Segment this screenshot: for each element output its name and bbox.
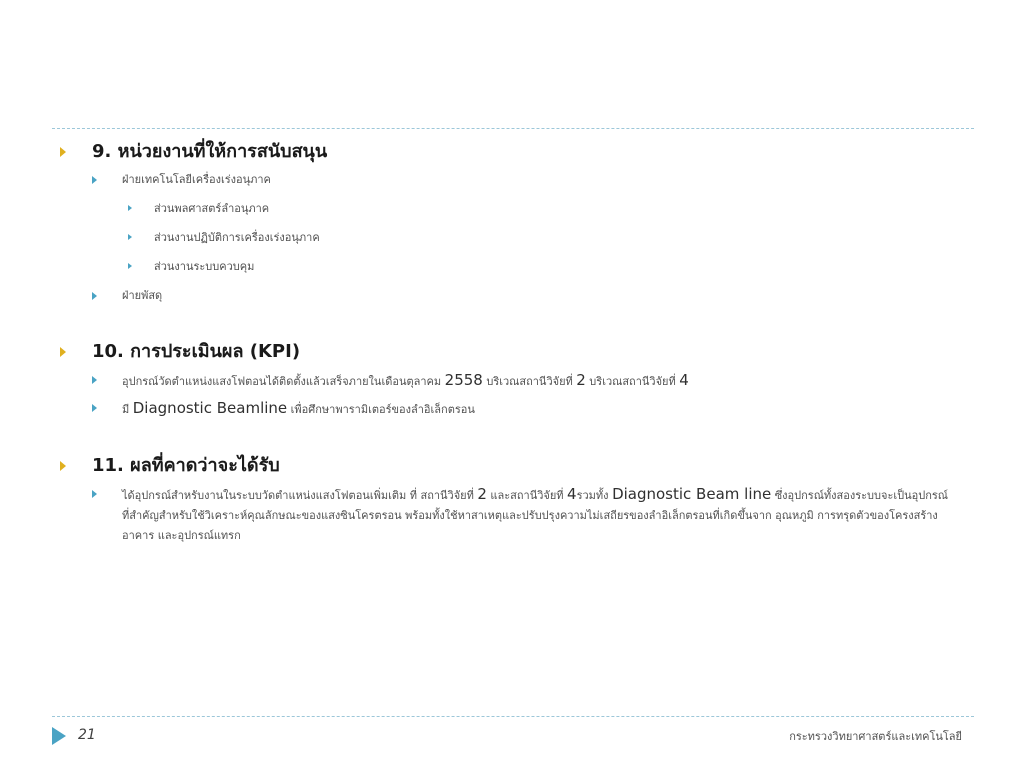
list-item-text: อุปกรณ์วัดตำแหน่งแสงโฟตอนได้ติดตั้งแล้วเสร็จภายในเดือนตุลาคม [122,375,445,388]
list-item-text: ซึ่งอุปกรณ์ทั้งสองระบบจะเป็นอุปกรณ์ที่สำคัญสำหรับใช้วิเคราะห์คุณลักษณะของแสงซินโครตรอน พร้อมทั้งใช้หาสาเหตุและปรับปรุงความไม่เสถียรของลำอิเล็กตรอนที่เกิดขึ้นจาก อุณหภูมิ การทรุดตัวของโครงสร้าง อาคาร และอุปกรณ์แทรก [122,489,948,542]
bullet-triangle-icon [92,376,97,384]
list-item-text: และสถานีวิจัยที่ [486,489,568,502]
list-item-text: ส่วนพลศาสตร์ลำอนุภาค [154,202,270,215]
slide-content [60,140,970,546]
play-triangle-icon [52,727,66,745]
bullet-triangle-icon [92,292,97,300]
list-item [60,370,970,392]
section-heading-11 [60,454,970,478]
sub-list-item [60,199,970,219]
bullet-triangle-icon [92,490,97,498]
station-number: 2 [477,485,487,503]
section-title: 9. หน่วยงานที่ให้การสนับสนุน [92,141,328,162]
list-item-text: ส่วนงานระบบควบคุม [154,260,255,273]
bottom-divider [52,716,974,717]
bullet-triangle-icon [128,205,132,211]
list-item-text: ฝ่ายพัสดุ [122,289,163,302]
list-item [60,398,970,420]
top-divider [52,128,974,129]
list-item-text: รวมทั้ง [576,489,613,502]
section-heading-9 [60,140,970,164]
year-number: 2558 [444,371,483,389]
list-item-text: ส่วนงานปฏิบัติการเครื่องเร่งอนุภาค [154,231,320,244]
list-item [60,170,970,190]
section-title: 10. การประเมินผล (KPI) [92,341,301,362]
bullet-triangle-icon [60,147,66,157]
beamline-name: Diagnostic Beamline [132,399,288,417]
sub-list-item [60,257,970,277]
sub-list-item [60,228,970,248]
list-item [60,484,952,546]
station-number: 4 [679,371,689,389]
beamline-name: Diagnostic Beam line [612,485,772,503]
bullet-triangle-icon [92,176,97,184]
bullet-triangle-icon [128,263,132,269]
bullet-triangle-icon [60,347,66,357]
footer-organization: กระทรวงวิทยาศาสตร์และเทคโนโลยี [789,730,962,743]
section-title: 11. ผลที่คาดว่าจะได้รับ [92,455,280,476]
list-item-text: มี [122,403,133,416]
bullet-triangle-icon [92,404,97,412]
list-item-text: บริเวณสถานีวิจัยที่ [482,375,577,388]
list-item-text: ได้อุปกรณ์สำหรับงานในระบบวัดตำแหน่งแสงโฟตอนเพิ่มเติม ที่ สถานีวิจัยที่ [122,489,478,502]
section-heading-10 [60,340,970,364]
list-item [60,286,970,306]
list-item-text: ฝ่ายเทคโนโลยีเครื่องเร่งอนุภาค [122,173,271,186]
page-number: 21 [78,727,96,743]
station-number: 4 [567,485,577,503]
list-item-text: บริเวณสถานีวิจัยที่ [585,375,680,388]
list-item-text: เพื่อศึกษาพารามิเตอร์ของลำอิเล็กตรอน [287,403,475,416]
bullet-triangle-icon [128,234,132,240]
station-number: 2 [576,371,586,389]
bullet-triangle-icon [60,461,66,471]
